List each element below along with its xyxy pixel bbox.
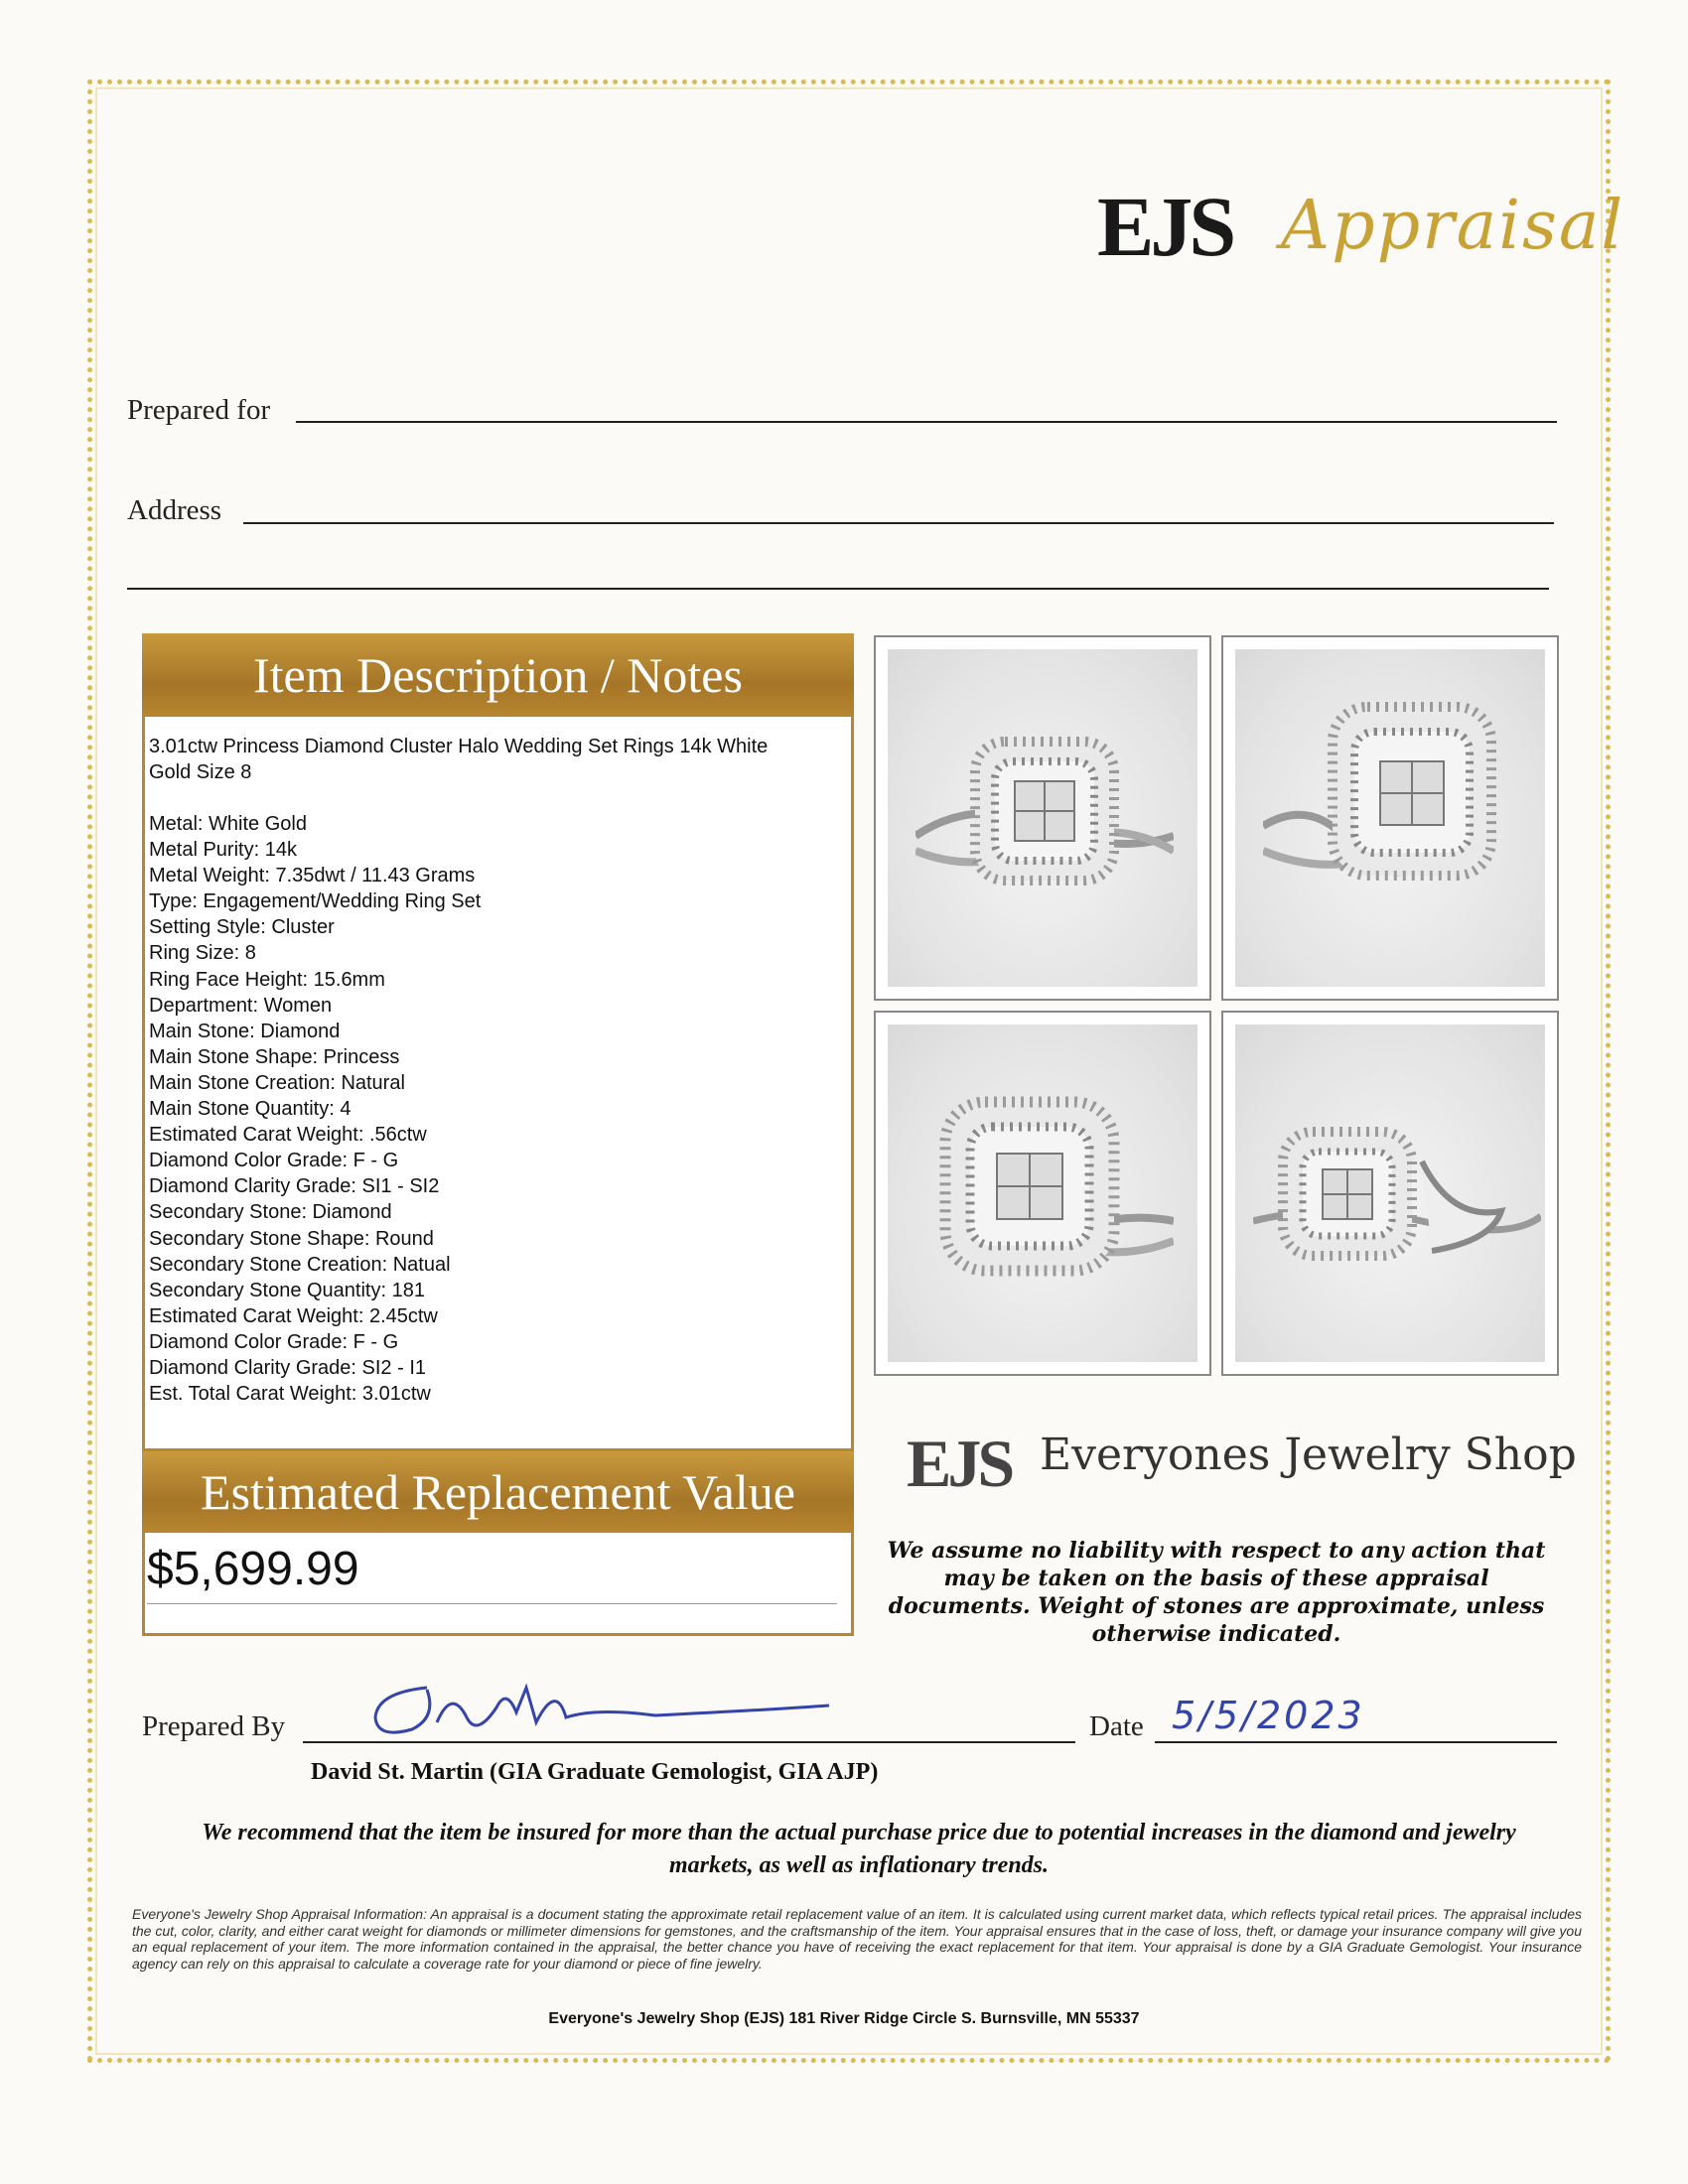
date-line[interactable] [1155, 1741, 1557, 1743]
item-detail-line: Metal Weight: 7.35dwt / 11.43 Grams [149, 865, 476, 887]
replacement-value-amount: $5,699.99 [147, 1543, 359, 1595]
address-line-1[interactable] [243, 522, 1554, 524]
item-detail-line: Department: Women [149, 994, 333, 1017]
replacement-value-heading: Estimated Replacement Value [142, 1451, 854, 1533]
item-description-heading: Item Description / Notes [142, 633, 854, 717]
liability-disclaimer: We assume no liability with respect to any action that may be taken on the basis of these appraisal documents. Weight of stones are approximate, unless otherwise indicated. [887, 1538, 1546, 1647]
date-label: Date [1089, 1710, 1144, 1742]
item-detail-line: Main Stone: Diamond [149, 1020, 341, 1042]
prepared-for-line[interactable] [296, 421, 1557, 423]
item-detail-line: Secondary Stone: Diamond [149, 1201, 392, 1224]
insurance-recommendation: We recommend that the item be insured for more than the actual purchase price due to potential increases in the diamond and jewelry markets, as well as inflationary trends. [202, 1820, 1516, 1878]
appraisal-title: Appraisal [1281, 187, 1625, 265]
ejs-logo [1097, 177, 1232, 276]
item-detail-line: Diamond Color Grade: F - G [149, 1330, 399, 1353]
item-detail-line: Estimated Carat Weight: .56ctw [149, 1124, 427, 1147]
address-line-2[interactable] [127, 588, 1549, 590]
appraisal-information: Everyone's Jewelry Shop Appraisal Information: An appraisal is a document stating the approximate retail replacement value of an item. It is calculated using current market data, which reflects typical retail prices. The appraisal includes the cut, color, clarity, and either carat weight for diamonds or millimeter dimensions for gemstones, and the craftsmanship of the item. Your appraisal ensures that in the case of loss, theft, or damage your insurance company will give you an equal replacement of your item. The more information contained in the appraisal, the better chance you have of receiving the exact replacement for that item. Your appraisal is done by a GIA Graduate Gemologist. Your insurance agency can rely on this appraisal to calculate a coverage rate for your diamond or piece of fine jewelry. [132, 1906, 1582, 1972]
prepared-for-label: Prepared for [127, 394, 271, 426]
shop-logo-text: EJS [907, 1426, 1012, 1501]
prepared-by-label: Prepared By [142, 1710, 286, 1742]
appraiser-name: David St. Martin (GIA Graduate Gemologist, GIA AJP) [311, 1759, 879, 1785]
ring-photo-1 [874, 635, 1211, 1001]
item-detail-line: Est. Total Carat Weight: 3.01ctw [149, 1383, 431, 1406]
item-details-list [149, 811, 834, 1407]
ring-photo-2 [1221, 635, 1559, 1001]
shop-name: Everyones Jewelry Shop [1040, 1430, 1577, 1480]
item-detail-line: Diamond Clarity Grade: SI1 - SI2 [149, 1175, 440, 1198]
value-underline [147, 1603, 837, 1604]
ejs-logo-text: EJS [1097, 179, 1233, 274]
address-label: Address [127, 494, 222, 526]
item-detail-line: Main Stone Creation: Natural [149, 1071, 405, 1094]
item-detail-line: Secondary Stone Creation: Natual [149, 1253, 451, 1276]
item-detail-line: Setting Style: Cluster [149, 916, 335, 939]
shop-logo [907, 1425, 1011, 1503]
item-detail-line: Secondary Stone Quantity: 181 [149, 1279, 425, 1301]
item-detail-line: Metal: White Gold [149, 813, 307, 835]
item-detail-line: Type: Engagement/Wedding Ring Set [149, 890, 482, 913]
item-detail-line: Diamond Clarity Grade: SI2 - I1 [149, 1356, 426, 1379]
item-detail-line: Ring Face Height: 15.6mm [149, 968, 385, 991]
item-intro: 3.01ctw Princess Diamond Cluster Halo Wedding Set Rings 14k White Gold Size 8 [149, 736, 769, 783]
ring-photo-3 [874, 1011, 1211, 1376]
item-detail-line: Diamond Color Grade: F - G [149, 1150, 399, 1172]
date-value: 5/5/2023 [1172, 1694, 1365, 1737]
footer-address: Everyone's Jewelry Shop (EJS) 181 River Ridge Circle S. Burnsville, MN 55337 [548, 2010, 1140, 2027]
item-detail-line: Main Stone Shape: Princess [149, 1045, 400, 1068]
ring-photo-4 [1221, 1011, 1559, 1376]
item-detail-line: Ring Size: 8 [149, 942, 256, 965]
item-detail-line: Secondary Stone Shape: Round [149, 1227, 434, 1250]
appraiser-signature [357, 1668, 834, 1747]
item-detail-line: Metal Purity: 14k [149, 839, 297, 862]
item-detail-line: Main Stone Quantity: 4 [149, 1098, 352, 1121]
item-detail-line: Estimated Carat Weight: 2.45ctw [149, 1304, 438, 1327]
